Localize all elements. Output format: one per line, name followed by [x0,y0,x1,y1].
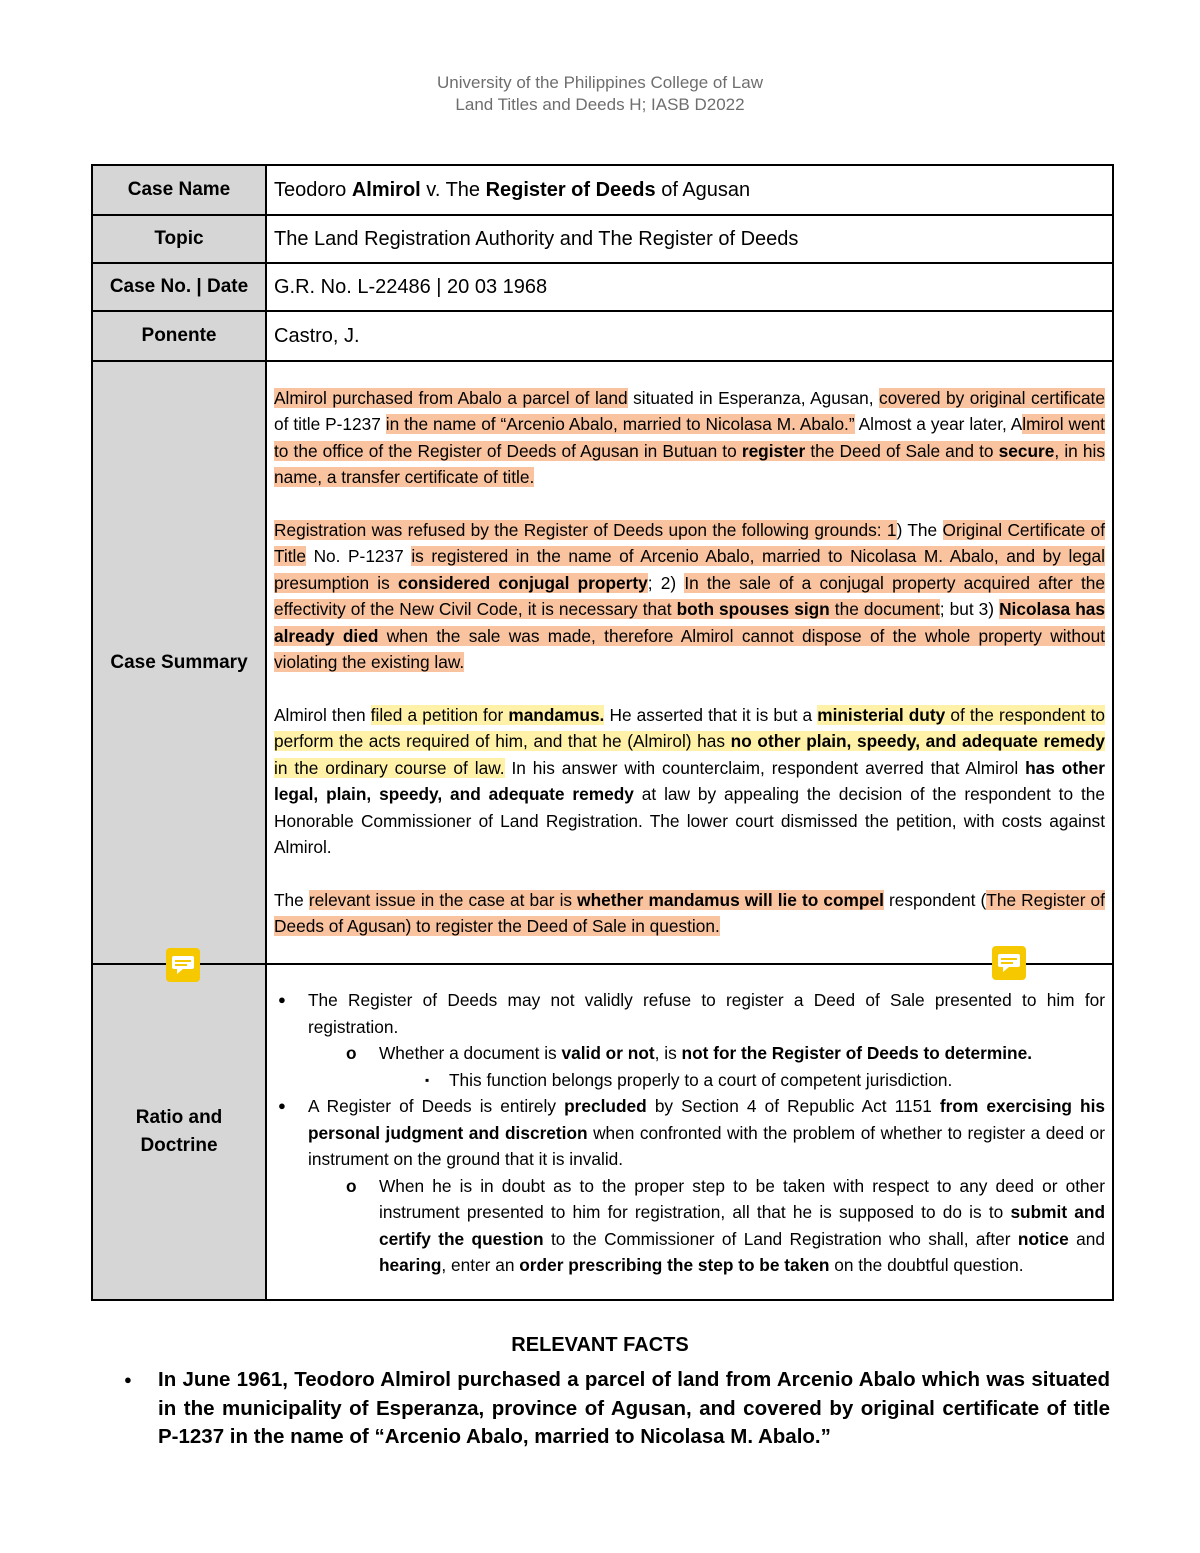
ratio-list [274,987,1105,1279]
summary-paragraph: Almirol then filed a petition for mandamus. He asserted that it is but a ministerial duty of the respondent to perform the acts required of him, and that he (Almirol) has no other plain, speedy, and adequate remedy in the ordinary course of law. In his answer with counterclaim, respondent averred that Almirol has other legal, plain, speedy, and adequate remedy at law by appealing the decision of the respondent to the Honorable Commissioner of Land Registration. The lower court dismissed the petition, with costs against Almirol. [274,704,1105,857]
ratio-bullet: ● The Register of Deeds may not validly refuse to register a Deed of Sale presented to him for registration. o Whether a document is valid or not, is not for the Register of Deeds to determine. ▪ This function belongs properly to a court of competent jurisdiction. [274,987,1105,1093]
topic-value: The Land Registration Authority and The Register of Deeds [266,215,1113,263]
comment-icon[interactable] [166,948,200,982]
case-summary-text [266,361,1113,964]
ratio-text [266,964,1113,1300]
case-no-value: G.R. No. L-22486 | 20 03 1968 [266,263,1113,311]
summary-paragraph: Registration was refused by the Register of Deeds upon the following grounds: 1) The Original Certificate of Title No. P-1237 is registered in the name of Arcenio Abalo, married to Nicolasa M. Abalo, and by legal presumption is considered conjugal property; 2) In the sale of a conjugal property acquired after the effectivity of the New Civil Code, it is necessary that both spouses sign the document; but 3) Nicolasa has already died when the sale was made, therefore Almirol cannot dispose of the whole property without violating the existing law. [274,519,1106,672]
case-name-label: Case Name [92,165,266,215]
case-summary-label: Case Summary [92,361,266,964]
ratio-sub-bullet: o When he is in doubt as to the proper step to be taken with respect to any deed or other instrument presented to him for registration, all that he is supposed to do is to submit and certify the question to the Commissioner of Land Registration who shall, after notice and hearing, enter an order prescribing the step to be taken on the doubtful question. [308,1173,1105,1279]
document-header [0,72,1200,116]
row-ratio [92,964,1113,1300]
case-name-value: Teodoro Almirol v. The Register of Deeds of Agusan [266,165,1113,215]
topic-label: Topic [92,215,266,263]
fact-item: ● In June 1961, Teodoro Almirol purchased a parcel of land from Arcenio Abalo which was situated in the municipality of Esperanza, province of Agusan, and covered by original certificate of title P-1237 in the name of “Arcenio Abalo, married to Nicolasa M. Abalo.” [120,1366,1110,1452]
ratio-sub-bullet: o Whether a document is valid or not, is not for the Register of Deeds to determine. ▪ This function belongs properly to a court of competent jurisdiction. [308,1040,1105,1093]
ratio-label: Ratio and Doctrine [92,964,266,1300]
row-topic [92,215,1113,263]
ratio-bullet: ● A Register of Deeds is entirely precluded by Section 4 of Republic Act 1151 from exercising his personal judgment and discretion when confronted with the problem of whether to register a deed or instrument on the ground that it is invalid. o When he is in doubt as to the proper step to be taken with respect to any deed or other instrument presented to him for registration, all that he is supposed to do is to submit and certify the question to the Commissioner of Land Registration who shall, after notice and hearing, enter an order prescribing the step to be taken on the doubtful question. [274,1093,1105,1279]
ponente-value: Castro, J. [266,311,1113,361]
row-case-name [92,165,1113,215]
case-no-label: Case No. | Date [92,263,266,311]
row-ponente [92,311,1113,361]
summary-paragraph: The relevant issue in the case at bar is whether mandamus will lie to compel respondent (The Register of Deeds of Agusan) to register the Deed of Sale in question. [274,889,1105,936]
summary-paragraph: Almirol purchased from Abalo a parcel of land situated in Esperanza, Agusan, covered by original certificate of title P-1237 in the name of “Arcenio Abalo, married to Nicolasa M. Abalo.” Almost a year later, Almirol went to the office of the Register of Deeds of Agusan in Butuan to register the Deed of Sale and to secure, in his name, a transfer certificate of title. [274,387,1105,487]
relevant-facts-title: RELEVANT FACTS [511,1334,689,1356]
ponente-label: Ponente [92,311,266,361]
row-case-no [92,263,1113,311]
ratio-subsub-bullet: ▪ This function belongs properly to a court of competent jurisdiction. [379,1067,1105,1094]
relevant-facts-list [120,1366,1110,1452]
header-course: Land Titles and Deeds H; IASB D2022 [455,95,745,114]
case-brief-table [91,164,1114,1301]
comment-icon[interactable] [992,946,1026,980]
row-case-summary [92,361,1113,964]
header-university: University of the Philippines College of Law [436,73,763,92]
